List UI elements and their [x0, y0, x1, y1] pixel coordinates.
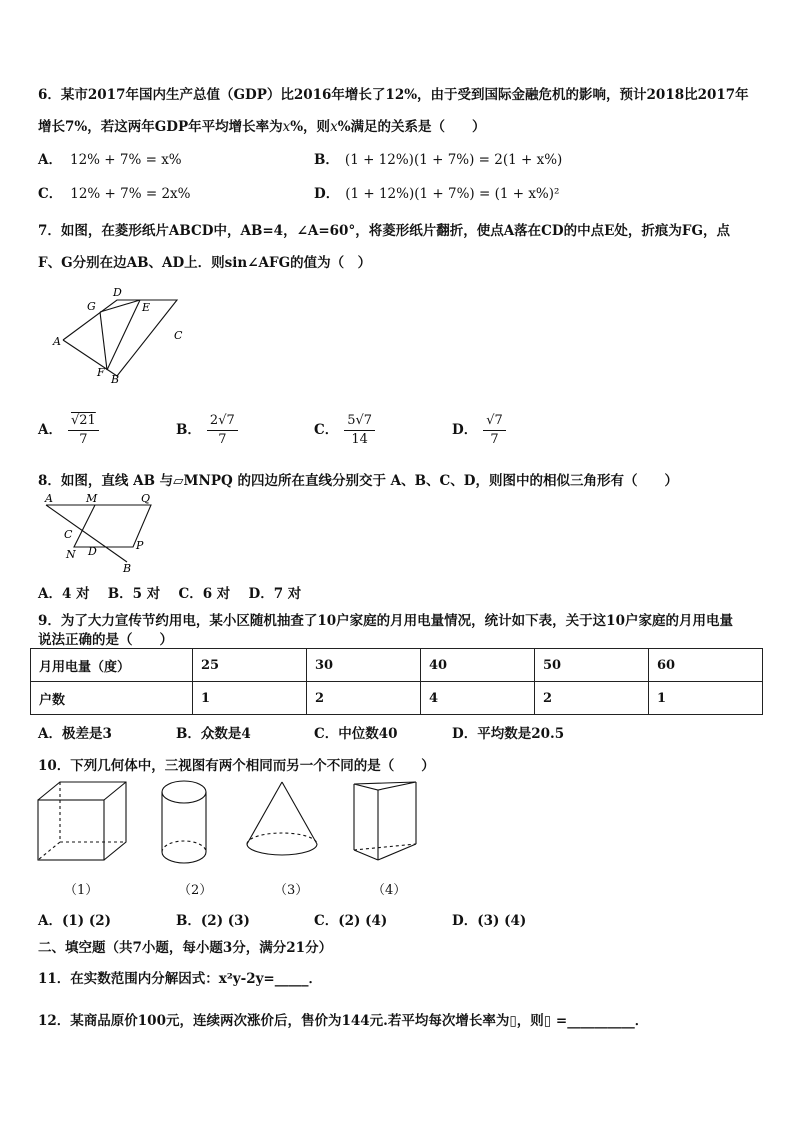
- q12-stem: 12．某商品原价100元，连续两次涨价后，售价为144元.若平均每次增长率为▯，则▯ =__________．: [38, 1013, 649, 1029]
- table-cell: 1: [193, 682, 307, 715]
- q8-label-a: A: [45, 492, 53, 505]
- table-row: [31, 682, 763, 715]
- q9-option-d[interactable]: D．平均数是20.5: [452, 726, 565, 742]
- q9-table: [30, 648, 763, 715]
- q6-option-b[interactable]: B． (1 + 12%)(1 + 7%) = 2(1 + x%): [314, 152, 563, 168]
- q7-option-b[interactable]: B． $\frac{2√7}{7}$: [176, 412, 238, 449]
- q6-option-c[interactable]: C． 12% + 7% = 2x%: [38, 186, 191, 202]
- q8-stem: 8．如图，直线 AB 与▱MNPQ 的四边所在直线分别交于 A、B、C、D，则图中的相似三角形有（ ）: [38, 473, 678, 489]
- q10-option-c[interactable]: C．(2) (4): [314, 913, 388, 929]
- table-cell: 25: [193, 649, 307, 682]
- q7-label-f: F: [97, 366, 105, 379]
- table-cell: 60: [649, 649, 763, 682]
- q10-caption-1: （1）: [64, 883, 99, 898]
- q7-label-a: A: [53, 335, 61, 348]
- q7-rhombus-figure: [45, 283, 195, 388]
- q10-caption-4: （4）: [372, 883, 407, 898]
- q7-fold-fe: [107, 300, 140, 370]
- q10-solids-figure: [34, 778, 424, 870]
- q8-label-q: Q: [141, 492, 151, 505]
- q7-label-d: D: [113, 286, 122, 299]
- q7-stem-line2: F、G分别在边AB、AD上．则sin∠AFG的值为（ ）: [38, 255, 372, 271]
- q8-label-p: P: [136, 539, 144, 552]
- q6-stem-line1: 6．某市2017年国内生产总值（GDP）比2016年增长了12%，由于受到国际金融危机的影响，预计2018比2017年: [38, 87, 749, 103]
- q10-option-b[interactable]: B．(2) (3): [176, 913, 250, 929]
- table-row: [31, 649, 763, 682]
- q8-options[interactable]: A．4 对 B．5 对 C．6 对 D．7 对: [38, 586, 302, 602]
- table-cell: 50: [535, 649, 649, 682]
- q8-label-n: N: [66, 548, 76, 561]
- cube-shape: [38, 782, 126, 860]
- q7-label-g: G: [87, 300, 96, 313]
- q8-line-ab: [46, 505, 127, 562]
- q8-label-d: D: [88, 545, 97, 558]
- table-cell: 40: [421, 649, 535, 682]
- q10-caption-2: （2）: [178, 883, 213, 898]
- q7-stem-line1: 7．如图，在菱形纸片ABCD中，AB=4，∠A=60°，将菱形纸片翻折，使点A落在CD的中点E处，折痕为FG，点: [38, 223, 731, 239]
- q6-var-x-2: x: [330, 119, 338, 135]
- table-cell: 4: [421, 682, 535, 715]
- q6-stem-part-a: 增长7%，若这两年GDP年平均增长率为: [38, 119, 283, 135]
- table-cell: 月用电量（度）: [31, 649, 193, 682]
- q10-caption-3: （3）: [274, 883, 309, 898]
- table-cell: 2: [535, 682, 649, 715]
- q7-rhombus-outline: [63, 300, 177, 376]
- cone-shape: [247, 782, 317, 855]
- triangular-prism-shape: [354, 782, 416, 860]
- q6-stem-line2: [38, 115, 486, 135]
- q6-option-d[interactable]: D． (1 + 12%)(1 + 7%) = (1 + x%)²: [314, 186, 560, 202]
- q8-label-c: C: [64, 528, 73, 541]
- q9-option-c[interactable]: C．中位数40: [314, 726, 398, 742]
- q8-label-m: M: [86, 492, 98, 505]
- q6-var-x: x: [282, 119, 291, 135]
- q7-fold-ge: [100, 300, 140, 312]
- section-heading: 二、填空题（共7小题，每小题3分，满分21分）: [38, 940, 333, 956]
- q7-option-a[interactable]: A． $\frac{√21}{7}$: [38, 412, 99, 449]
- q9-option-b[interactable]: B．众数是4: [176, 726, 251, 742]
- q9-option-a[interactable]: A．极差是3: [38, 726, 112, 742]
- table-cell: 30: [307, 649, 421, 682]
- table-cell: 2: [307, 682, 421, 715]
- q9-stem-line1: 9．为了大力宣传节约用电，某小区随机抽查了10户家庭的月用电量情况，统计如下表，关于这10户家庭的月用电量: [38, 613, 733, 629]
- q7-option-c[interactable]: C． $\frac{5√7}{14}$: [314, 412, 375, 449]
- q10-option-d[interactable]: D．(3) (4): [452, 913, 527, 929]
- q11-stem: 11．在实数范围内分解因式：x²y-2y=_____．: [38, 971, 322, 987]
- q7-label-c: C: [174, 329, 183, 342]
- table-cell: 1: [649, 682, 763, 715]
- q6-stem-part-c: %满足的关系是（ ）: [337, 119, 486, 135]
- q8-label-b: B: [123, 562, 132, 574]
- q10-option-a[interactable]: A．(1) (2): [38, 913, 112, 929]
- table-cell: 户数: [31, 682, 193, 715]
- q7-fold-gf: [100, 312, 107, 370]
- q6-stem-part-b: %，则: [290, 119, 331, 135]
- cylinder-shape: [162, 781, 206, 863]
- q8-parallelogram-figure: [38, 492, 168, 574]
- q10-stem: 10．下列几何体中，三视图有两个相同而另一个不同的是（ ）: [38, 758, 435, 774]
- q7-option-d[interactable]: D． $\frac{√7}{7}$: [452, 412, 506, 449]
- q7-label-e: E: [142, 301, 151, 314]
- q7-label-b: B: [111, 373, 120, 386]
- q9-stem-line2: 说法正确的是（ ）: [38, 632, 173, 648]
- q6-option-a[interactable]: A． 12% + 7% = x%: [38, 152, 182, 168]
